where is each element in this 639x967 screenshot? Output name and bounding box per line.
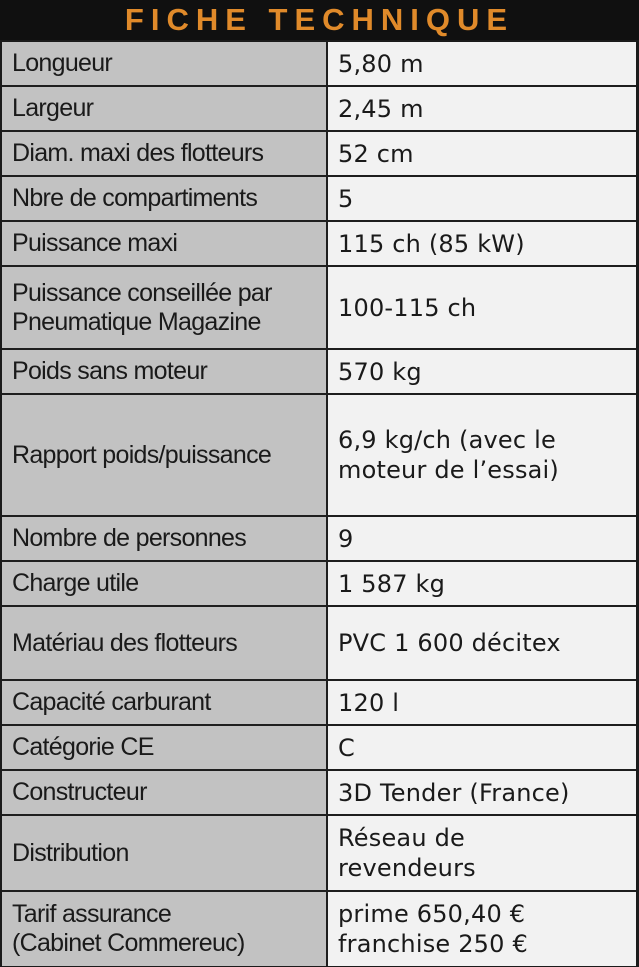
- spec-value: 100-115 ch: [328, 267, 636, 348]
- table-row: [2, 267, 636, 348]
- spec-label: Constructeur: [2, 771, 326, 814]
- spec-label: Poids sans moteur: [2, 350, 326, 393]
- table-row: [2, 395, 636, 515]
- table-row: [2, 771, 636, 814]
- spec-value: 120 l: [328, 681, 636, 724]
- header-bar: [0, 0, 639, 40]
- table-row: [2, 816, 636, 890]
- table-row: [2, 892, 636, 966]
- spec-value: 52 cm: [328, 132, 636, 175]
- table-row: [2, 726, 636, 769]
- table-row: [2, 42, 636, 85]
- spec-value: C: [328, 726, 636, 769]
- table-row: [2, 177, 636, 220]
- spec-value: 3D Tender (France): [328, 771, 636, 814]
- spec-label: Diam. maxi des flotteurs: [2, 132, 326, 175]
- spec-label: Nbre de compartiments: [2, 177, 326, 220]
- table-row: [2, 222, 636, 265]
- spec-label: Puissance conseillée par Pneumatique Magazine: [2, 267, 326, 348]
- spec-value: 2,45 m: [328, 87, 636, 130]
- spec-value: 5: [328, 177, 636, 220]
- spec-value: Réseau de revendeurs: [328, 816, 636, 890]
- specifications-table: [2, 42, 636, 966]
- spec-label: Largeur: [2, 87, 326, 130]
- spec-label: Charge utile: [2, 562, 326, 605]
- table-row: [2, 132, 636, 175]
- page-title: FICHE TECHNIQUE: [124, 2, 515, 37]
- spec-label: Matériau des flotteurs: [2, 607, 326, 679]
- spec-label: Longueur: [2, 42, 326, 85]
- spec-value: 9: [328, 517, 636, 560]
- table-row: [2, 681, 636, 724]
- spec-label: Catégorie CE: [2, 726, 326, 769]
- spec-value: PVC 1 600 décitex: [328, 607, 636, 679]
- spec-value: 6,9 kg/ch (avec le moteur de l’essai): [328, 395, 636, 515]
- table-row: [2, 87, 636, 130]
- spec-value: 5,80 m: [328, 42, 636, 85]
- spec-label: Puissance maxi: [2, 222, 326, 265]
- spec-value: prime 650,40 € franchise 250 €: [328, 892, 636, 966]
- spec-value: 570 kg: [328, 350, 636, 393]
- table-row: [2, 350, 636, 393]
- table-row: [2, 517, 636, 560]
- spec-value: 1 587 kg: [328, 562, 636, 605]
- spec-label: Tarif assurance (Cabinet Commereuc): [2, 892, 326, 966]
- table-row: [2, 562, 636, 605]
- spec-label: Capacité carburant: [2, 681, 326, 724]
- spec-label: Nombre de personnes: [2, 517, 326, 560]
- spec-label: Distribution: [2, 816, 326, 890]
- spec-value: 115 ch (85 kW): [328, 222, 636, 265]
- table-row: [2, 607, 636, 679]
- spec-label: Rapport poids/puissance: [2, 395, 326, 515]
